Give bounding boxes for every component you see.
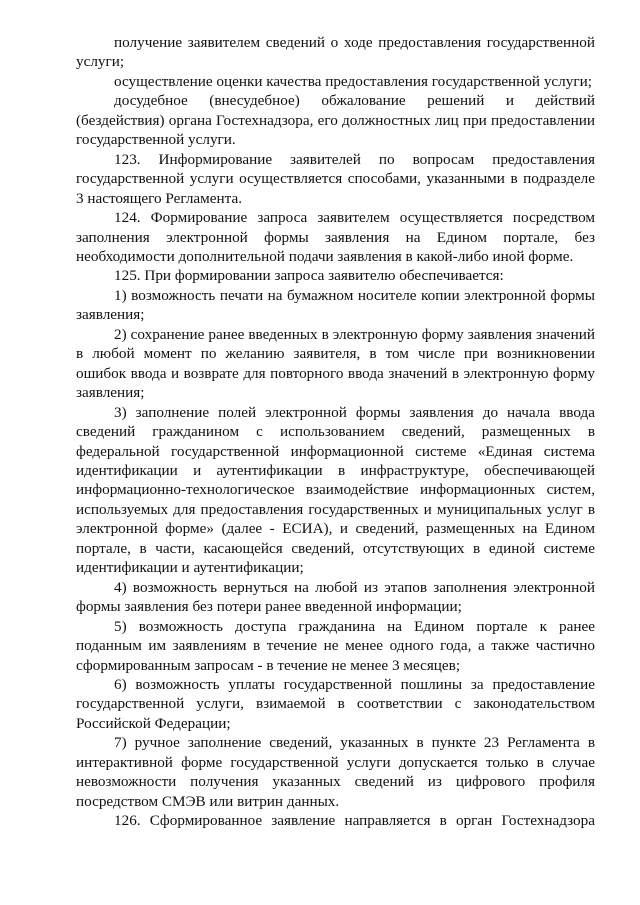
paragraph-pretrial-appeal: досудебное (внесудебное) обжалование решений и действий (бездействия) органа Гостехнадзора, его должностных лиц при предоставлении государственной услуги. <box>76 92 595 149</box>
paragraph-123: 123. Информирование заявителей по вопросам предоставления государственной услуги осуществляется способами, указанными в подразделе 3 настоящего Регламента. <box>76 150 595 207</box>
list-item-5: 5) возможность доступа гражданина на Едином портале к ранее поданным им заявлениям в течение не менее одного года, а также частично сформированным запросам - в течение не менее 3 месяцев; <box>76 617 595 674</box>
list-item-7: 7) ручное заполнение сведений, указанных в пункте 23 Регламента в интерактивной форме государственной услуги допускается только в случае невозможности получения указанных сведений из цифрового профиля посредством СМЭВ или витрин данных. <box>76 734 595 810</box>
list-item-6: 6) возможность уплаты государственной пошлины за предоставление государственной услуги, взимаемой в соответствии с законодательством Российской Федерации; <box>76 675 595 732</box>
paragraph-quality-assessment: осуществление оценки качества предоставления государственной услуги; <box>114 72 592 90</box>
list-item-3: 3) заполнение полей электронной формы заявления до начала ввода сведений гражданином с использованием сведений, размещенных в федеральной государственной информационной системе «Единая система идентификации и аутентификации в инфраструктуре, обеспечивающей информационно-технологическое взаимодействие информационных систем, используемых для предоставления государственных и муниципальных услуг в электронной форме» (далее - ЕСИА), и сведений, размещенных на Едином портале, в части, касающейся сведений, отсутствующих в единой системе идентификации и аутентификации; <box>76 403 595 577</box>
paragraph-status-info: получение заявителем сведений о ходе предоставления государственной услуги; <box>76 34 595 71</box>
list-item-1: 1) возможность печати на бумажном носителе копии электронной формы заявления; <box>76 286 595 324</box>
paragraph-124: 124. Формирование запроса заявителем осуществляется посредством заполнения электронной формы заявления на Едином портале, без необходимости дополнительной подачи заявления в какой-либо иной форме. <box>76 209 595 265</box>
list-item-4: 4) возможность вернуться на любой из этапов заполнения электронной формы заявления без потери ранее введенной информации; <box>76 578 595 616</box>
paragraph-125: 125. При формировании запроса заявителю обеспечивается: <box>114 267 504 285</box>
paragraph-126: 126. Сформированное заявление направляется в орган Гостехнадзора <box>114 812 595 830</box>
list-item-2: 2) сохранение ранее введенных в электронную форму заявления значений в любой момент по желанию заявителя, в том числе при возникновении ошибок ввода и возврате для повторного ввода значений в электронную форму заявления; <box>76 325 595 402</box>
